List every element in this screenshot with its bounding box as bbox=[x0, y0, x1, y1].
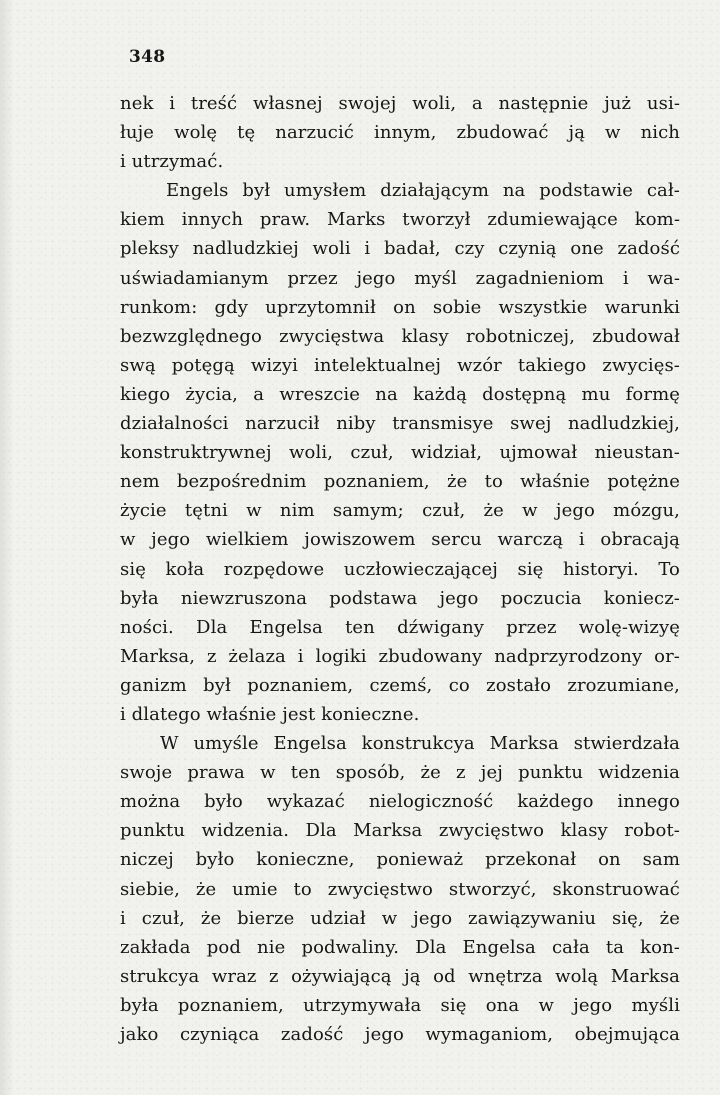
text-line: łuje wolę tę narzucić innym, zbudować ją w nich bbox=[120, 122, 680, 144]
text-line: była niewzruszona podstawa jego poczucia koniecz- bbox=[120, 587, 680, 609]
text-line: W umyśle Engelsa konstrukcya Marksa stwierdzała bbox=[160, 733, 680, 755]
text-line: niczej było konieczne, ponieważ przekonał on sam bbox=[120, 849, 680, 871]
page-body-text bbox=[120, 89, 680, 1049]
text-line: działalności narzucił niby transmisye swej nadludzkiej, bbox=[120, 413, 680, 435]
text-line: nem bezpośrednim poznaniem, że to właśnie potężne bbox=[120, 471, 680, 493]
text-line: ganizm był poznaniem, czemś, co zostało zrozumiane, bbox=[120, 674, 680, 696]
text-line: i utrzymać. bbox=[120, 151, 224, 173]
text-line: życie tętni w nim samym; czuł, że w jego mózgu, bbox=[120, 500, 680, 522]
text-line: kiego życia, a wreszcie na każdą dostępną mu formę bbox=[120, 383, 680, 405]
text-line: w jego wielkiem jowiszowem sercu warczą i obracają bbox=[120, 529, 680, 551]
text-line: Marksa, z żelaza i logiki zbudowany nadprzyrodzony or- bbox=[120, 645, 680, 667]
text-line: kiem innych praw. Marks tworzył zdumiewające kom- bbox=[120, 209, 680, 231]
text-line: i czuł, że bierze udział w jego zawiązywaniu się, że bbox=[120, 907, 680, 929]
text-line: strukcya wraz z ożywiającą ją od wnętrza wolą Marksa bbox=[120, 965, 680, 987]
text-line: nek i treść własnej swojej woli, a następnie już usi- bbox=[120, 93, 680, 114]
page-edge-shadow bbox=[0, 0, 14, 1095]
text-line: zakłada pod nie podwaliny. Dla Engelsa cała ta kon- bbox=[120, 936, 680, 958]
page-number: 348 bbox=[129, 47, 166, 67]
text-line: uświadamianym przez jego myśl zagadnieniom i wa- bbox=[120, 267, 680, 289]
text-line: się koła rozpędowe uczłowieczającej się historyi. To bbox=[120, 558, 680, 580]
text-line: bezwzględnego zwycięstwa klasy robotniczej, zbudował bbox=[120, 325, 680, 347]
text-line: i dlatego właśnie jest konieczne. bbox=[120, 703, 420, 725]
text-line: swoje prawa w ten sposób, że z jej punktu widzenia bbox=[120, 762, 680, 784]
text-line: swą potęgą wizyi intelektualnej wzór takiego zwycięs- bbox=[120, 354, 680, 376]
text-line: runkom: gdy uprzytomnił on sobie wszystkie warunki bbox=[120, 296, 680, 318]
text-line: jako czyniąca zadość jego wymaganiom, obejmująca bbox=[120, 1024, 680, 1045]
text-line: była poznaniem, utrzymywała się ona w jego myśli bbox=[120, 994, 680, 1016]
text-line: można było wykazać nielogiczność każdego innego bbox=[120, 791, 680, 813]
text-line: konstruktrywnej woli, czuł, widział, ujmował nieustan- bbox=[120, 442, 680, 464]
text-line: siebie, że umie to zwycięstwo stworzyć, skonstruować bbox=[120, 878, 680, 900]
text-line: Engels był umysłem działającym na podstawie cał- bbox=[166, 180, 680, 202]
text-line: pleksy nadludzkiej woli i badał, czy czynią one zadość bbox=[120, 238, 680, 260]
text-line: ności. Dla Engelsa ten dźwigany przez wolę-wizyę bbox=[120, 616, 680, 638]
text-line: punktu widzenia. Dla Marksa zwycięstwo klasy robot- bbox=[120, 820, 680, 842]
